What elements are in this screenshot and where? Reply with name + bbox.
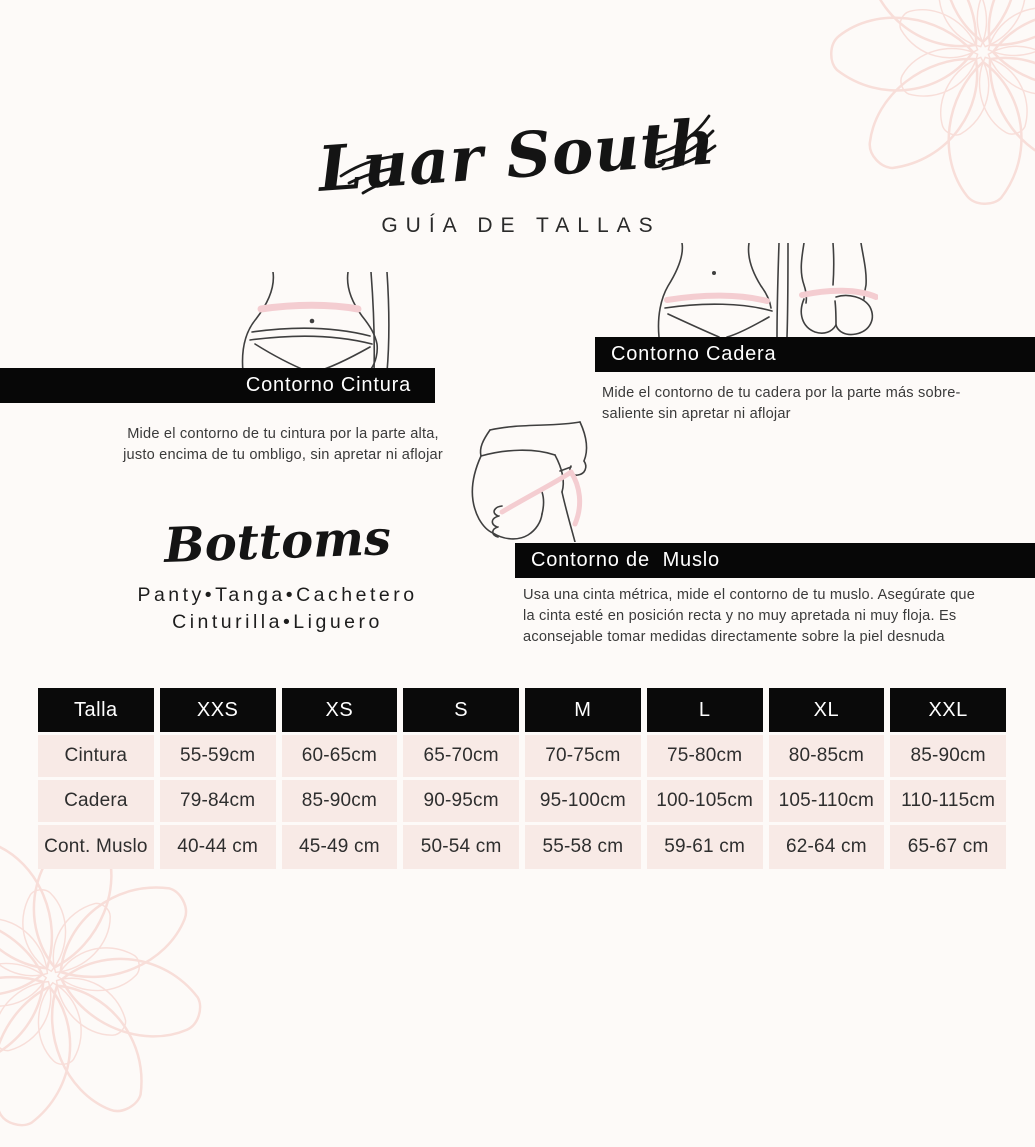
cell-cadera-xs: 85-90cm <box>282 780 398 822</box>
size-table-header-xl: XL <box>769 688 885 732</box>
cell-cintura-xxs: 55-59cm <box>160 735 276 777</box>
cadera-banner: Contorno Cadera <box>595 337 1035 372</box>
cell-cadera-l: 100-105cm <box>647 780 763 822</box>
cintura-description-line: justo encima de tu ombligo, sin apretar ni aflojar <box>123 447 443 463</box>
cintura-description <box>100 424 466 466</box>
logo-flourish-right-icon <box>655 112 717 172</box>
muslo-description-line: aconsejable tomar medidas directamente sobre la piel desnuda <box>523 629 945 645</box>
cell-cintura-xxl: 85-90cm <box>890 735 1006 777</box>
cell-cadera-xl: 105-110cm <box>769 780 885 822</box>
row-label-cadera: Cadera <box>38 780 154 822</box>
cadera-description <box>602 383 1002 425</box>
cell-cintura-m: 70-75cm <box>525 735 641 777</box>
cintura-banner: Contorno Cintura <box>0 368 435 403</box>
thigh-figure-icon <box>462 420 607 542</box>
size-table-header-m: M <box>525 688 641 732</box>
cell-cadera-xxs: 79-84cm <box>160 780 276 822</box>
cell-cadera-xxl: 110-115cm <box>890 780 1006 822</box>
cell-cintura-xl: 80-85cm <box>769 735 885 777</box>
cell-muslo-l: 59-61 cm <box>647 825 763 869</box>
bottoms-title: Bottoms <box>163 510 392 574</box>
size-table-header-l: L <box>647 688 763 732</box>
muslo-description <box>523 585 993 648</box>
hip-figure-icon <box>652 243 878 337</box>
muslo-banner: Contorno de Muslo <box>515 543 1035 578</box>
muslo-description-line: la cinta esté en posición recta y no muy apretada ni muy floja. Es <box>523 608 957 624</box>
size-table <box>38 688 1006 869</box>
size-table-header-talla: Talla <box>38 688 154 732</box>
cell-cintura-xs: 60-65cm <box>282 735 398 777</box>
waist-figure-icon <box>233 272 411 372</box>
flower-top-right-icon <box>813 0 1035 222</box>
cadera-description-line: saliente sin apretar ni aflojar <box>602 406 791 422</box>
size-table-header-xxl: XXL <box>890 688 1006 732</box>
size-table-header-xs: XS <box>282 688 398 732</box>
page-title: GUÍA DE TALLAS <box>381 214 661 237</box>
muslo-description-line: Usa una cinta métrica, mide el contorno de tu muslo. Asegúrate que <box>523 587 976 603</box>
cell-cintura-s: 65-70cm <box>403 735 519 777</box>
size-table-header-xxs: XXS <box>160 688 276 732</box>
cell-muslo-xxs: 40-44 cm <box>160 825 276 869</box>
cell-cadera-m: 95-100cm <box>525 780 641 822</box>
row-label-cintura: Cintura <box>38 735 154 777</box>
cell-muslo-s: 50-54 cm <box>403 825 519 869</box>
cell-cadera-s: 90-95cm <box>403 780 519 822</box>
cell-muslo-xl: 62-64 cm <box>769 825 885 869</box>
size-table-header-s: S <box>403 688 519 732</box>
bottoms-products-line: Panty•Tanga•Cachetero <box>137 584 418 606</box>
row-label-cont-muslo: Cont. Muslo <box>38 825 154 869</box>
brand-logo: Luar South <box>315 105 719 206</box>
cadera-description-line: Mide el contorno de tu cadera por la parte más sobre- <box>602 385 961 401</box>
cell-muslo-xxl: 65-67 cm <box>890 825 1006 869</box>
bottoms-products-line: Cinturilla•Liguero <box>172 611 383 633</box>
cell-cintura-l: 75-80cm <box>647 735 763 777</box>
cell-muslo-xs: 45-49 cm <box>282 825 398 869</box>
cintura-description-line: Mide el contorno de tu cintura por la parte alta, <box>127 426 439 442</box>
cell-muslo-m: 55-58 cm <box>525 825 641 869</box>
